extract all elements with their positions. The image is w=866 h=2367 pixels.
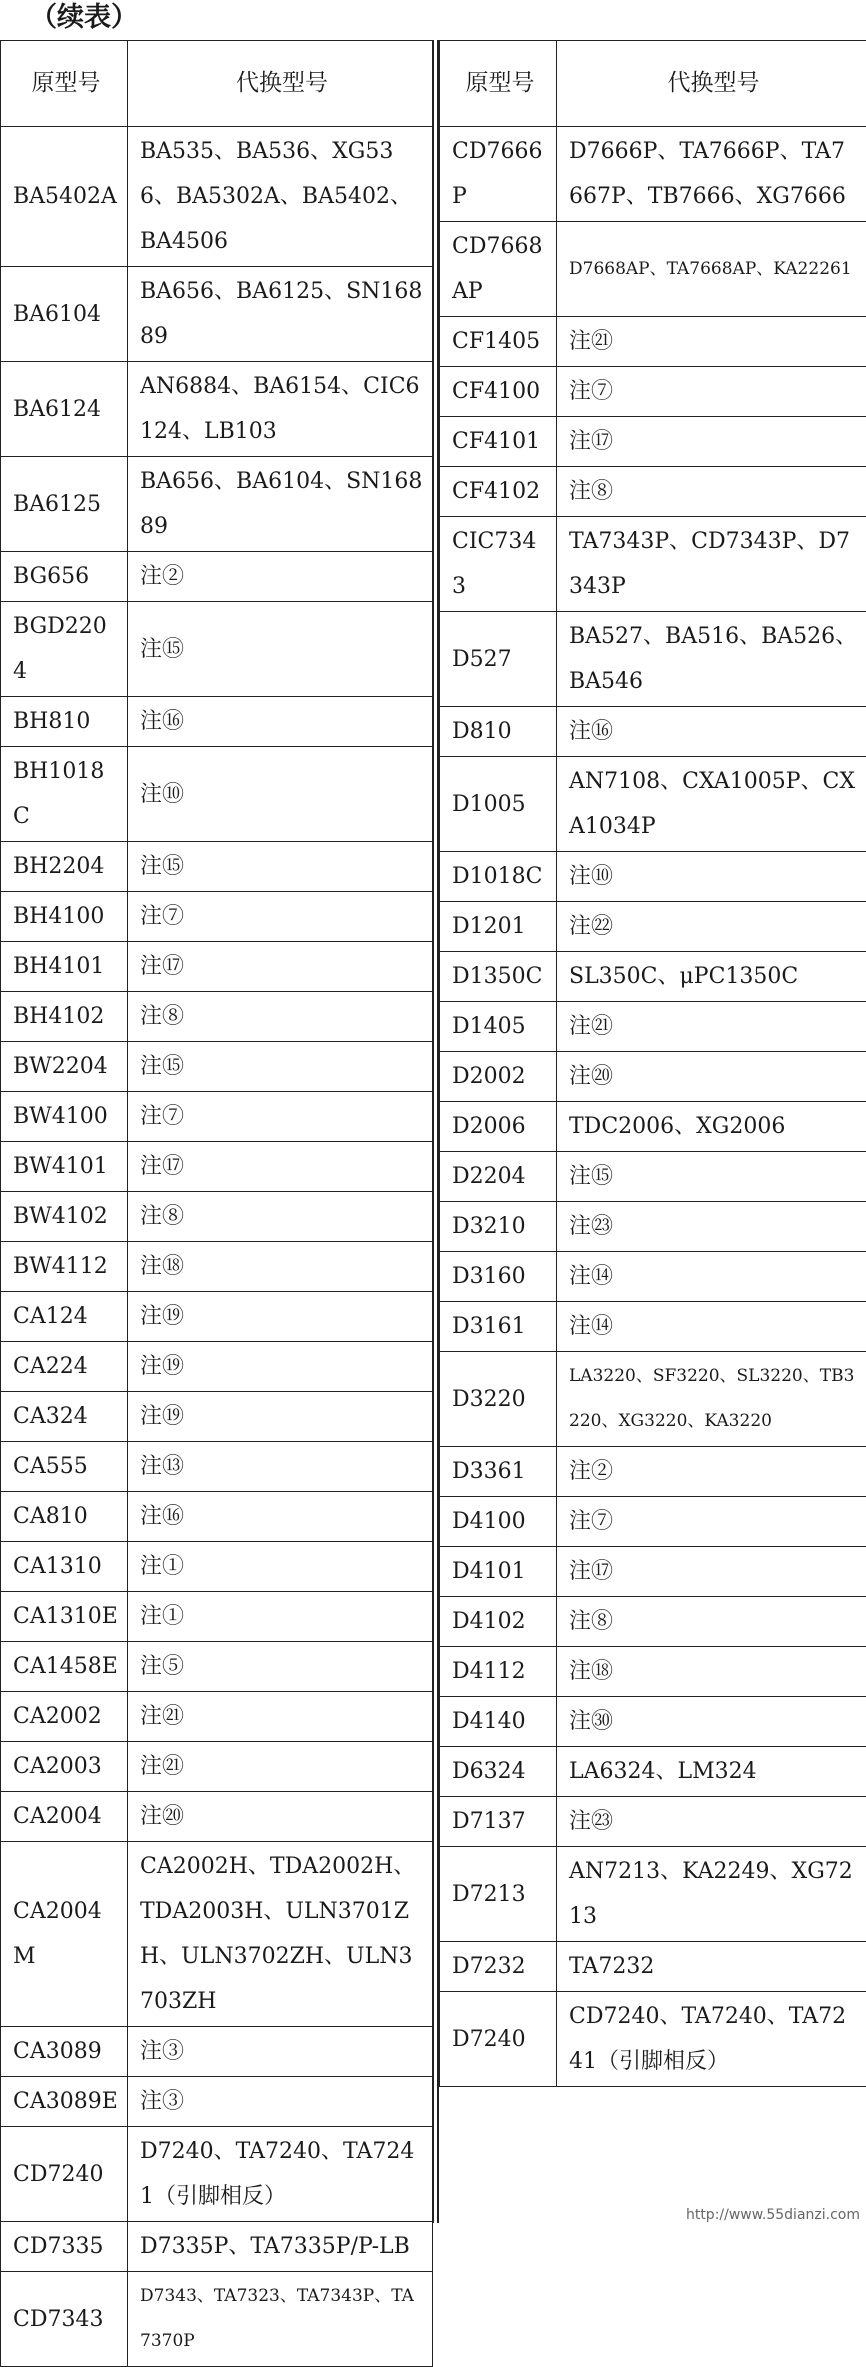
replacement-model-cell: 注⑲	[128, 1342, 433, 1392]
table-row	[1, 552, 433, 602]
original-model-cell: BA6124	[1, 362, 128, 457]
original-model-cell: D7240	[440, 1992, 557, 2087]
replacement-model-cell: 注⑲	[128, 1292, 433, 1342]
original-model-cell: BGD2204	[1, 602, 128, 697]
replacement-model-cell: 注㉑	[557, 317, 866, 367]
table-row	[1, 2222, 433, 2272]
replacement-model-cell: 注⑩	[128, 747, 433, 842]
replacement-model-cell: D7343、TA7323、TA7343P、TA7370P	[128, 2272, 433, 2367]
replacement-model-cell: CD7240、TA7240、TA7241（引脚相反）	[557, 1992, 866, 2087]
table-row	[440, 1597, 866, 1647]
original-model-cell: D2002	[440, 1052, 557, 1102]
table-row	[440, 417, 866, 467]
original-model-cell: D4140	[440, 1697, 557, 1747]
table-row	[440, 1102, 866, 1152]
original-model-cell: CD7666P	[440, 127, 557, 222]
replacement-model-cell: 注⑰	[557, 417, 866, 467]
replacement-model-cell: 注⑰	[128, 1142, 433, 1192]
replacement-model-cell: 注⑧	[128, 1192, 433, 1242]
table-row	[440, 1747, 866, 1797]
table-row	[1, 1092, 433, 1142]
replacement-model-cell: TA7343P、CD7343P、D7343P	[557, 517, 866, 612]
table-row	[440, 317, 866, 367]
table-row	[1, 127, 433, 267]
replacement-model-cell: TDC2006、XG2006	[557, 1102, 866, 1152]
original-model-cell: CA2004M	[1, 1842, 128, 2027]
replacement-model-cell: BA656、BA6104、SN16889	[128, 457, 433, 552]
replacement-model-cell: 注㉒	[557, 902, 866, 952]
table-row	[440, 1547, 866, 1597]
table-row	[440, 1447, 866, 1497]
table-row	[1, 942, 433, 992]
table-row	[1, 362, 433, 457]
replacement-model-cell: 注⑭	[557, 1252, 866, 1302]
original-model-cell: D1005	[440, 757, 557, 852]
original-model-cell: BW4101	[1, 1142, 128, 1192]
replacement-model-cell: 注⑯	[557, 707, 866, 757]
replacement-model-cell: 注⑦	[128, 892, 433, 942]
column-divider	[432, 40, 439, 2223]
original-model-cell: D4112	[440, 1647, 557, 1697]
replacement-model-cell: 注⑤	[128, 1642, 433, 1692]
original-model-cell: D2006	[440, 1102, 557, 1152]
original-model-cell: D3160	[440, 1252, 557, 1302]
table-row	[440, 1847, 866, 1942]
original-model-cell: BA5402A	[1, 127, 128, 267]
replacement-table-left	[0, 40, 433, 2367]
replacement-table-right	[439, 40, 866, 2087]
original-model-cell: CF4102	[440, 467, 557, 517]
original-model-cell: CF4100	[440, 367, 557, 417]
original-model-cell: D1350C	[440, 952, 557, 1002]
original-model-cell: CD7335	[1, 2222, 128, 2272]
replacement-model-cell: 注⑧	[557, 467, 866, 517]
table-row	[440, 1002, 866, 1052]
original-model-cell: D3361	[440, 1447, 557, 1497]
original-model-cell: CA2004	[1, 1792, 128, 1842]
original-model-cell: CA224	[1, 1342, 128, 1392]
replacement-model-cell: 注⑧	[557, 1597, 866, 1647]
replacement-model-cell: AN7108、CXA1005P、CXA1034P	[557, 757, 866, 852]
replacement-model-cell: 注①	[128, 1542, 433, 1592]
replacement-model-cell: 注⑦	[557, 1497, 866, 1547]
replacement-model-cell: 注⑮	[128, 842, 433, 892]
replacement-model-cell: 注⑦	[128, 1092, 433, 1142]
replacement-model-cell: 注㉓	[557, 1202, 866, 1252]
replacement-model-cell: AN6884、BA6154、CIC6124、LB103	[128, 362, 433, 457]
replacement-model-cell: 注⑰	[128, 942, 433, 992]
table-row	[1, 1242, 433, 1292]
header-original-model: 原型号	[440, 41, 557, 127]
original-model-cell: CA3089	[1, 2027, 128, 2077]
table-row	[1, 1492, 433, 1542]
table-row	[440, 222, 866, 317]
original-model-cell: D3210	[440, 1202, 557, 1252]
replacement-model-cell: 注⑱	[557, 1647, 866, 1697]
header-row	[1, 41, 433, 127]
table-row	[440, 1797, 866, 1847]
table-row	[1, 747, 433, 842]
table-row	[1, 842, 433, 892]
original-model-cell: CA324	[1, 1392, 128, 1442]
original-model-cell: CA124	[1, 1292, 128, 1342]
table-row	[1, 992, 433, 1042]
page-title: （续表）	[30, 0, 138, 36]
replacement-model-cell: CA2002H、TDA2002H、TDA2003H、ULN3701ZH、ULN3702ZH、ULN3703ZH	[128, 1842, 433, 2027]
original-model-cell: CA2003	[1, 1742, 128, 1792]
original-model-cell: D6324	[440, 1747, 557, 1797]
original-model-cell: BW4102	[1, 1192, 128, 1242]
replacement-model-cell: 注⑳	[128, 1792, 433, 1842]
original-model-cell: CA1310	[1, 1542, 128, 1592]
original-model-cell: BH4102	[1, 992, 128, 1042]
original-model-cell: CA3089E	[1, 2077, 128, 2127]
table-row	[440, 952, 866, 1002]
original-model-cell: D1405	[440, 1002, 557, 1052]
table-row	[440, 852, 866, 902]
original-model-cell: BH4100	[1, 892, 128, 942]
replacement-model-cell: 注⑩	[557, 852, 866, 902]
table-row	[1, 1642, 433, 1692]
table-row	[1, 1292, 433, 1342]
original-model-cell: D3161	[440, 1302, 557, 1352]
replacement-model-cell: D7240、TA7240、TA7241（引脚相反）	[128, 2127, 433, 2222]
original-model-cell: CF4101	[440, 417, 557, 467]
header-replacement-model: 代换型号	[557, 41, 866, 127]
replacement-model-cell: 注③	[128, 2077, 433, 2127]
table-row	[1, 457, 433, 552]
replacement-model-cell: 注⑬	[128, 1442, 433, 1492]
original-model-cell: CA810	[1, 1492, 128, 1542]
table-row	[440, 1992, 866, 2087]
original-model-cell: CA1458E	[1, 1642, 128, 1692]
table-row	[440, 707, 866, 757]
table-row	[440, 1152, 866, 1202]
table-row	[1, 267, 433, 362]
original-model-cell: CD7343	[1, 2272, 128, 2367]
replacement-model-cell: 注㉑	[128, 1692, 433, 1742]
replacement-model-cell: 注㉑	[557, 1002, 866, 1052]
table-row	[440, 902, 866, 952]
table-row	[440, 757, 866, 852]
replacement-model-cell: BA535、BA536、XG536、BA5302A、BA5402、BA4506	[128, 127, 433, 267]
table-row	[440, 1252, 866, 1302]
original-model-cell: CA555	[1, 1442, 128, 1492]
table-row	[1, 1142, 433, 1192]
original-model-cell: CA2002	[1, 1692, 128, 1742]
table-row	[440, 1202, 866, 1252]
table-row	[440, 612, 866, 707]
table-row	[440, 1697, 866, 1747]
replacement-model-cell: D7335P、TA7335P/P-LB	[128, 2222, 433, 2272]
replacement-model-cell: 注⑮	[557, 1152, 866, 1202]
replacement-model-cell: D7668AP、TA7668AP、KA22261	[557, 222, 866, 317]
table-row	[440, 1647, 866, 1697]
header-row	[440, 41, 866, 127]
replacement-model-cell: LA3220、SF3220、SL3220、TB3220、XG3220、KA3220	[557, 1352, 866, 1447]
original-model-cell: BH4101	[1, 942, 128, 992]
table-row	[1, 1792, 433, 1842]
table-row	[440, 467, 866, 517]
table-row	[1, 1592, 433, 1642]
replacement-model-cell: TA7232	[557, 1942, 866, 1992]
table-row	[1, 2272, 433, 2367]
original-model-cell: BA6104	[1, 267, 128, 362]
replacement-model-cell: 注⑰	[557, 1547, 866, 1597]
replacement-model-cell: 注⑲	[128, 1392, 433, 1442]
table-row	[440, 1352, 866, 1447]
table-row	[440, 1052, 866, 1102]
replacement-model-cell: 注⑮	[128, 1042, 433, 1092]
table-row	[440, 1497, 866, 1547]
replacement-model-cell: 注⑳	[557, 1052, 866, 1102]
original-model-cell: BW4100	[1, 1092, 128, 1142]
table-row	[1, 2077, 433, 2127]
table-row	[1, 1042, 433, 1092]
original-model-cell: D4102	[440, 1597, 557, 1647]
replacement-model-cell: 注⑧	[128, 992, 433, 1042]
header-original-model: 原型号	[1, 41, 128, 127]
original-model-cell: D7213	[440, 1847, 557, 1942]
table-row	[440, 1302, 866, 1352]
original-model-cell: D4101	[440, 1547, 557, 1597]
table-row	[440, 367, 866, 417]
original-model-cell: D527	[440, 612, 557, 707]
table-row	[1, 1192, 433, 1242]
replacement-model-cell: 注⑮	[128, 602, 433, 697]
original-model-cell: D1201	[440, 902, 557, 952]
table-row	[1, 892, 433, 942]
replacement-model-cell: SL350C、μPC1350C	[557, 952, 866, 1002]
replacement-model-cell: 注②	[557, 1447, 866, 1497]
replacement-model-cell: LA6324、LM324	[557, 1747, 866, 1797]
replacement-model-cell: 注③	[128, 2027, 433, 2077]
replacement-model-cell: D7666P、TA7666P、TA7667P、TB7666、XG7666	[557, 127, 866, 222]
replacement-model-cell: AN7213、KA2249、XG7213	[557, 1847, 866, 1942]
replacement-model-cell: BA656、BA6125、SN16889	[128, 267, 433, 362]
original-model-cell: BW2204	[1, 1042, 128, 1092]
replacement-model-cell: 注㉓	[557, 1797, 866, 1847]
original-model-cell: BH2204	[1, 842, 128, 892]
original-model-cell: BG656	[1, 552, 128, 602]
table-row	[1, 1392, 433, 1442]
original-model-cell: CF1405	[440, 317, 557, 367]
table-row	[440, 1942, 866, 1992]
table-row	[1, 602, 433, 697]
original-model-cell: D4100	[440, 1497, 557, 1547]
table-row	[1, 1542, 433, 1592]
replacement-model-cell: 注⑱	[128, 1242, 433, 1292]
replacement-model-cell: 注㉚	[557, 1697, 866, 1747]
original-model-cell: BA6125	[1, 457, 128, 552]
original-model-cell: BH810	[1, 697, 128, 747]
replacement-model-cell: 注⑯	[128, 1492, 433, 1542]
original-model-cell: BH1018C	[1, 747, 128, 842]
table-row	[1, 2127, 433, 2222]
table-row	[440, 127, 866, 222]
replacement-model-cell: 注⑯	[128, 697, 433, 747]
original-model-cell: D2204	[440, 1152, 557, 1202]
original-model-cell: D810	[440, 707, 557, 757]
original-model-cell: CIC7343	[440, 517, 557, 612]
original-model-cell: D7232	[440, 1942, 557, 1992]
replacement-model-cell: 注㉑	[128, 1742, 433, 1792]
replacement-model-cell: 注⑦	[557, 367, 866, 417]
watermark: http://www.55dianzi.com	[686, 2207, 860, 2223]
replacement-model-cell: 注⑭	[557, 1302, 866, 1352]
original-model-cell: CD7240	[1, 2127, 128, 2222]
original-model-cell: D1018C	[440, 852, 557, 902]
table-row	[1, 1442, 433, 1492]
header-replacement-model: 代换型号	[128, 41, 433, 127]
replacement-model-cell: 注②	[128, 552, 433, 602]
table-row	[1, 1742, 433, 1792]
original-model-cell: D3220	[440, 1352, 557, 1447]
replacement-model-cell: 注①	[128, 1592, 433, 1642]
original-model-cell: BW4112	[1, 1242, 128, 1292]
table-row	[1, 2027, 433, 2077]
replacement-model-cell: BA527、BA516、BA526、BA546	[557, 612, 866, 707]
original-model-cell: CD7668AP	[440, 222, 557, 317]
table-row	[440, 517, 866, 612]
table-row	[1, 1342, 433, 1392]
original-model-cell: CA1310E	[1, 1592, 128, 1642]
table-row	[1, 1692, 433, 1742]
table-row	[1, 1842, 433, 2027]
table-row	[1, 697, 433, 747]
original-model-cell: D7137	[440, 1797, 557, 1847]
